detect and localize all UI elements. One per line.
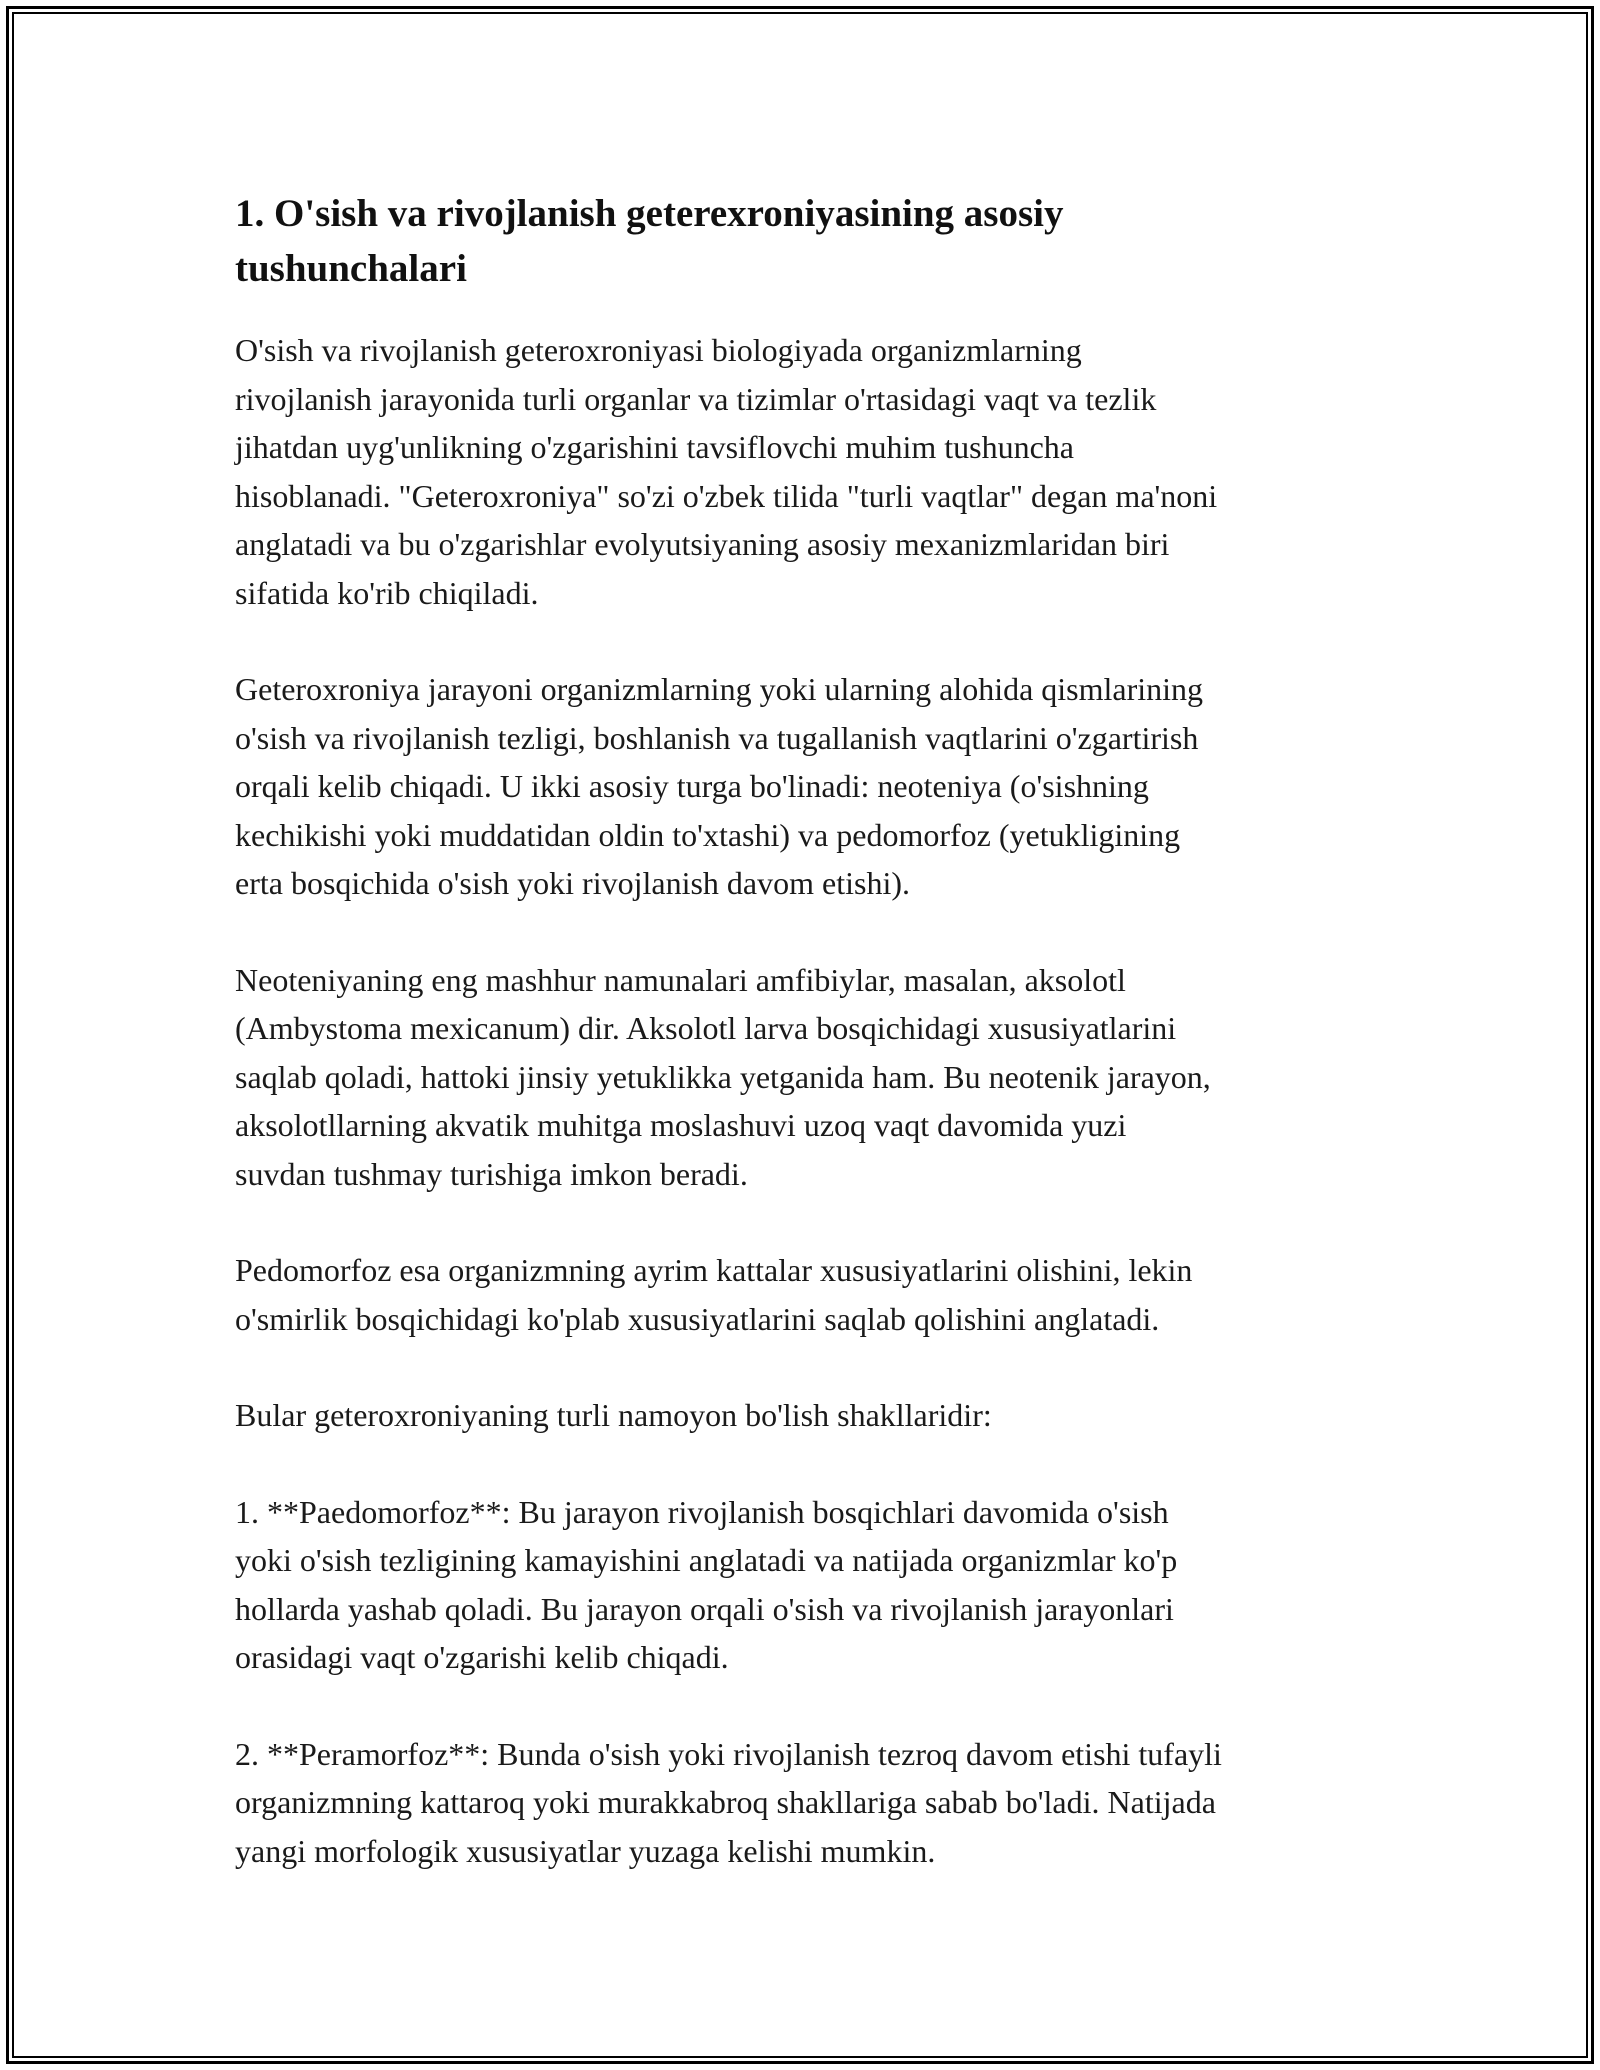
list-item-paedomorphosis: 1. **Paedomorfoz**: Bu jarayon rivojlanish bosqichlari davomida o'sish yoki o'sish tezligining kamayishini anglatadi va natijada organizmlar ko'p hollarda yashab qoladi. Bu jarayon orqali o'sish va rivojlanish jarayonlari orasidagi vaqt o'zgarishi kelib chiqadi. <box>235 1493 1178 1675</box>
paragraph-intro: O'sish va rivojlanish geteroxroniyasi biologiyada organizmlarning rivojlanish jarayonida turli organlar va tizimlar o'rtasidagi vaqt va tezlik jihatdan uyg'unlikning o'zgarishini tavsiflovchi muhim tushuncha hisoblanadi. "Geteroxroniya" so'zi o'zbek tilida "turli vaqtlar" degan ma'noni anglatadi va bu o'zgarishlar evolyutsiyaning asosiy mexanizmlaridan biri sifatida ko'rib chiqiladi. <box>235 332 1218 611</box>
paragraph-neoteny-examples: Neoteniyaning eng mashhur namunalari amfibiylar, masalan, aksolotl (Ambystoma mexicanum) dir. Aksolotl larva bosqichidagi xususiyatlarini saqlab qoladi, hattoki jinsiy yetuklikka yetganida ham. Bu neotenik jarayon, aksolotllarning akvatik muhitga moslashuvi uzoq vaqt davomida yuzi suvdan tushmay turishiga imkon beradi. <box>235 961 1211 1192</box>
document-body <box>235 186 1385 1923</box>
list-item-peramorphosis: 2. **Peramorfoz**: Bunda o'sish yoki rivojlanish tezroq davom etishi tufayli organizmning kattaroq yoki murakkabroq shakllariga sabab bo'ladi. Natijada yangi morfologik xususiyatlar yuzaga kelishi mumkin. <box>235 1735 1222 1869</box>
paragraph-pedomorphosis: Pedomorfoz esa organizmning ayrim kattalar xususiyatlarini olishini, lekin o'smirlik bosqichidagi ko'plab xususiyatlarini saqlab qolishini anglatadi. <box>235 1252 1193 1337</box>
section-title: 1. O'sish va rivojlanish geterexroniyasining asosiy tushunchalari <box>235 192 1064 290</box>
paragraph-heterochrony-process: Geteroxroniya jarayoni organizmlarning yoki ularning alohida qismlarining o'sish va rivojlanish tezligi, boshlanish va tugallanish vaqtlarini o'zgartirish orqali kelib chiqadi. U ikki asosiy turga bo'linadi: neoteniya (o'sishning kechikishi yoki muddatidan oldin to'xtashi) va pedomorfoz (yetukligining erta bosqichida o'sish yoki rivojlanish davom etishi). <box>235 671 1204 901</box>
paragraph-forms-intro: Bular geteroxroniyaning turli namoyon bo'lish shakllaridir: <box>235 1397 992 1433</box>
